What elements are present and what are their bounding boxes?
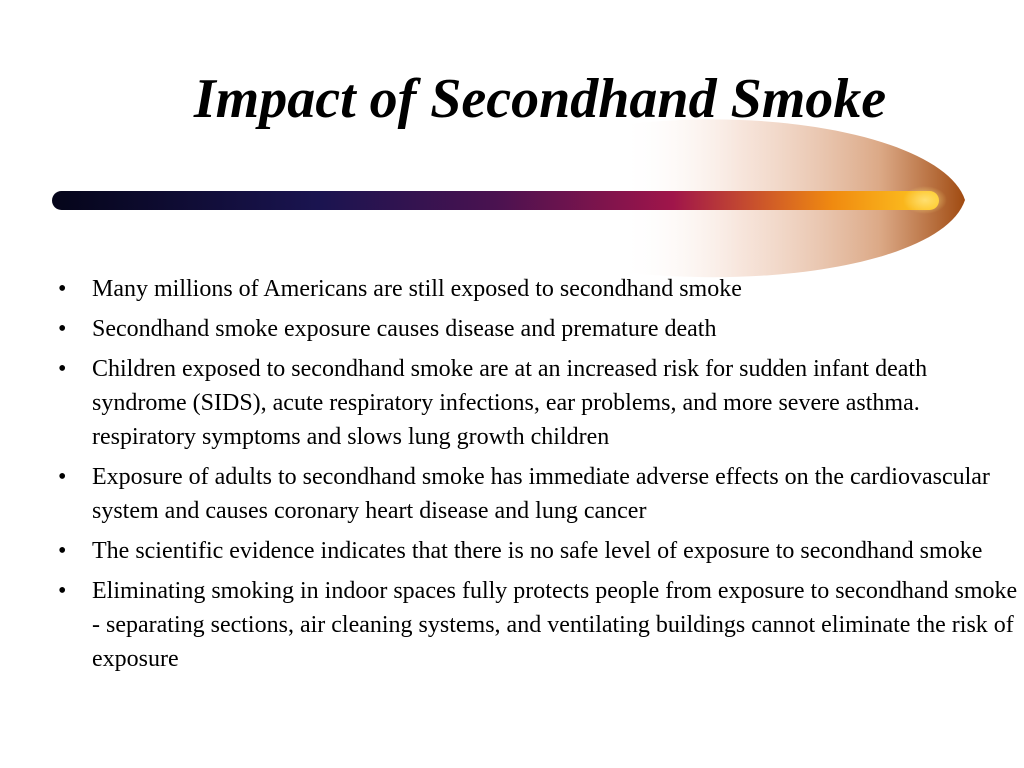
bar-glow: [903, 186, 947, 214]
bullet-text: Many millions of Americans are still exposed to secondhand smoke: [92, 276, 742, 302]
bullet-icon: •: [58, 464, 67, 490]
bullet-item: [58, 574, 1018, 676]
bullet-item: [58, 460, 1018, 528]
bullet-item: [58, 352, 1018, 454]
gradient-bar: [52, 191, 939, 210]
bullet-text: Secondhand smoke exposure causes disease and premature death: [92, 316, 717, 342]
bullet-icon: •: [58, 356, 67, 382]
bullet-icon: •: [58, 578, 67, 604]
decorative-swoosh-bar: [0, 0, 1024, 300]
bullet-icon: •: [58, 316, 67, 342]
bullet-item: [58, 312, 1018, 346]
bullet-icon: •: [58, 538, 67, 564]
bullet-item: [58, 272, 1018, 306]
bullet-list: [58, 272, 1018, 682]
bullet-text: Exposure of adults to secondhand smoke has immediate adverse effects on the cardiovascular system and causes coronary heart disease and lung cancer: [92, 464, 990, 524]
bullet-item: [58, 534, 1018, 568]
bullet-text: The scientific evidence indicates that there is no safe level of exposure to secondhand smoke: [92, 538, 983, 564]
bullet-text: Eliminating smoking in indoor spaces fully protects people from exposure to secondhand smoke - separating sections, air cleaning systems, and ventilating buildings cannot eliminate the risk of exposure: [92, 578, 1018, 672]
slide-title: Impact of Secondhand Smoke: [193, 68, 887, 130]
bullet-text: Children exposed to secondhand smoke are at an increased risk for sudden infant death syndrome (SIDS), acute respiratory infections, ear problems, and more severe asthma. respiratory symptoms and slows lung growth children: [92, 356, 928, 450]
bullet-icon: •: [58, 276, 67, 302]
